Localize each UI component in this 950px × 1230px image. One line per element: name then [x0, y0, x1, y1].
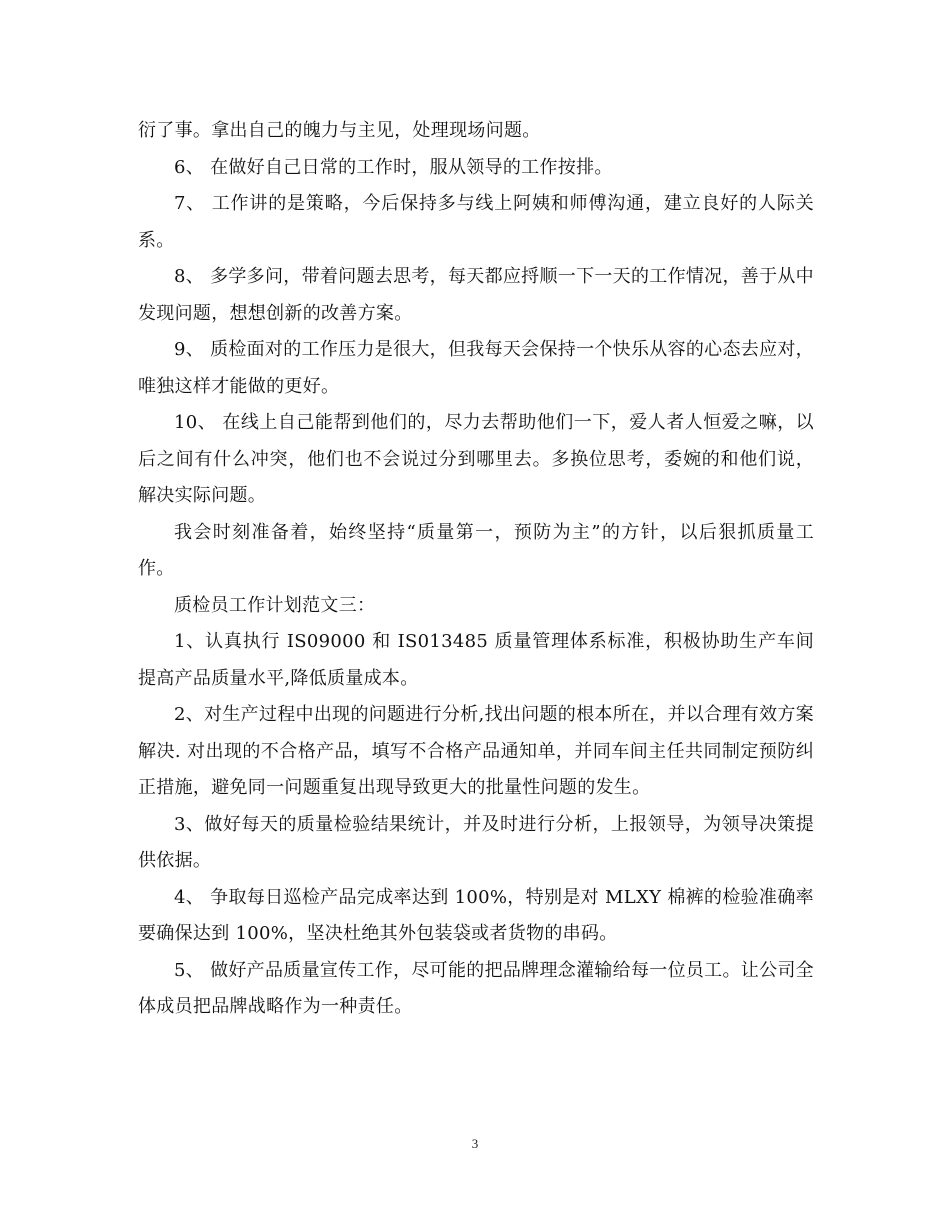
paragraph-1: 衍了事。拿出自己的魄力与主见，处理现场问题。 — [138, 120, 541, 141]
paragraph-11: 3、做好每天的质量检验结果统计，并及时进行分析，上报领导，为领导决策提供依据。 — [138, 813, 814, 871]
paragraph-4: 8、 多学多问，带着问题去思考，每天都应捋顺一下一天的工作情况，善于从中发现问题，想想创新的改善方案。 — [138, 266, 814, 324]
paragraph-13: 5、 做好产品质量宣传工作，尽可能的把品牌理念灌输给每一位员工。让公司全体成员把品牌战略作为一种责任。 — [138, 959, 814, 1017]
paragraph-3: 7、 工作讲的是策略，今后保持多与线上阿姨和师傅沟通，建立良好的人际关系。 — [138, 193, 814, 251]
paragraph-10: 2、对生产过程中出现的问题进行分析,找出问题的根本所在，并以合理有效方案解决. 对出现的不合格产品，填写不合格产品通知单，并同车间主任共同制定预防纠正措施，避免同一问题重复出现导致更大的批量性问题的发生。 — [138, 704, 814, 798]
paragraph-9: 1、认真执行 IS09000 和 IS013485 质量管理体系标准，积极协助生产车间提高产品质量水平,降低质量成本。 — [138, 631, 814, 689]
page-number: 3 — [471, 1136, 479, 1151]
document-body — [138, 113, 814, 1026]
paragraph-6: 10、 在线上自己能帮到他们的，尽力去帮助他们一下，爱人者人恒爱之嘛，以后之间有什么冲突，他们也不会说过分到哪里去。多换位思考，委婉的和他们说，解决实际问题。 — [138, 412, 814, 506]
paragraph-2: 6、 在做好自己日常的工作时，服从领导的工作按排。 — [174, 156, 613, 178]
paragraph-7: 我会时刻准备着，始终坚持“质量第一，预防为主”的方针，以后狠抓质量工作。 — [138, 521, 814, 579]
paragraph-5: 9、 质检面对的工作压力是很大，但我每天会保持一个快乐从容的心态去应对，唯独这样才能做的更好。 — [138, 339, 814, 397]
section-heading: 质检员工作计划范文三： — [174, 594, 376, 616]
paragraph-12: 4、 争取每日巡检产品完成率达到 100%，特别是对 MLXY 棉裤的检验准确率要确保达到 100%，坚决杜绝其外包装袋或者货物的串码。 — [138, 886, 814, 944]
